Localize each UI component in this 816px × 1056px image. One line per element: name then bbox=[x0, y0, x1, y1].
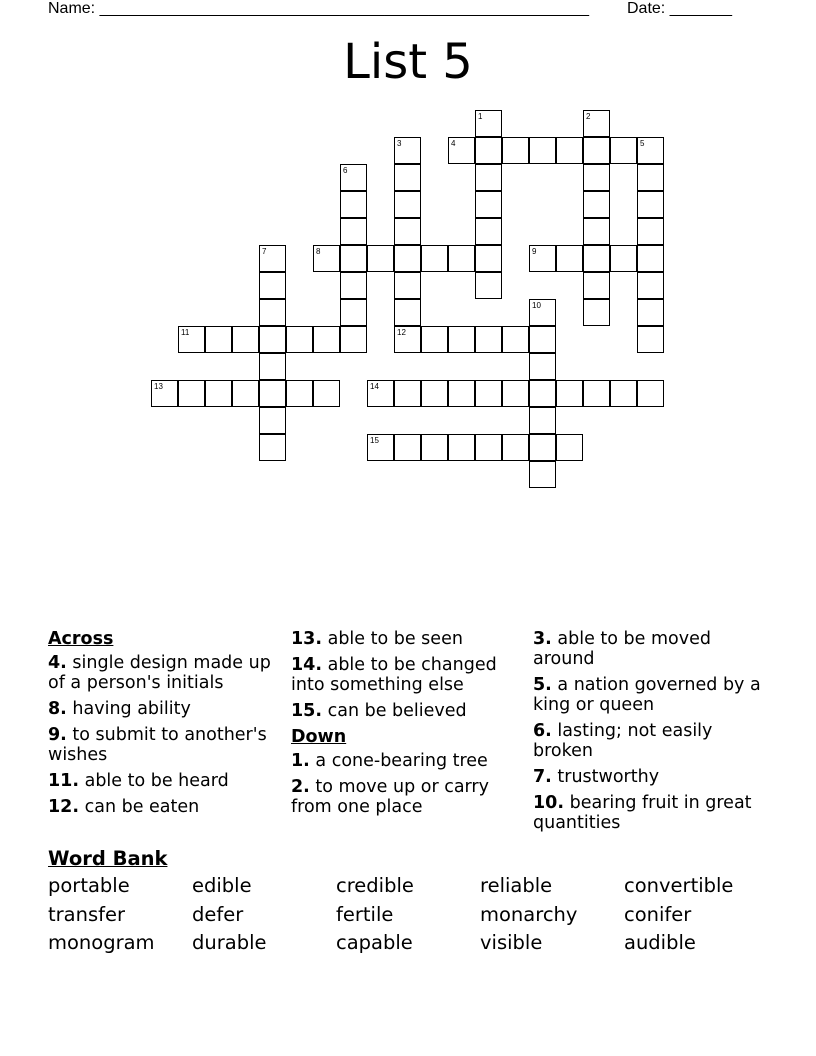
grid-cell[interactable] bbox=[448, 434, 475, 461]
grid-cell[interactable] bbox=[556, 434, 583, 461]
grid-cell[interactable] bbox=[367, 245, 394, 272]
cell-number: 9 bbox=[532, 247, 537, 256]
clue-across-14: 14. able to be changed into something else bbox=[291, 655, 497, 695]
grid-cell[interactable] bbox=[421, 245, 448, 272]
cell-number: 10 bbox=[532, 301, 541, 310]
grid-cell[interactable] bbox=[502, 434, 529, 461]
grid-cell[interactable] bbox=[529, 245, 556, 272]
clue-across-4: 4. single design made up of a person's initials bbox=[48, 653, 271, 693]
grid-cell[interactable] bbox=[529, 137, 556, 164]
grid-cell[interactable] bbox=[232, 326, 259, 353]
cell-number: 6 bbox=[343, 166, 348, 175]
cell-number: 11 bbox=[181, 328, 190, 337]
grid-cell[interactable] bbox=[394, 380, 421, 407]
grid-cell[interactable] bbox=[637, 218, 664, 245]
clue-down-6: 6. lasting; not easily broken bbox=[533, 721, 713, 761]
grid-cell[interactable] bbox=[259, 434, 286, 461]
grid-cell[interactable] bbox=[421, 434, 448, 461]
clue-across-11: 11. able to be heard bbox=[48, 771, 229, 791]
grid-cell[interactable] bbox=[232, 380, 259, 407]
grid-cell[interactable] bbox=[637, 326, 664, 353]
clue-down-1: 1. a cone-bearing tree bbox=[291, 751, 488, 771]
grid-cell[interactable] bbox=[475, 272, 502, 299]
grid-cell[interactable] bbox=[448, 380, 475, 407]
grid-cell[interactable] bbox=[583, 137, 610, 164]
clue-down-7: 7. trustworthy bbox=[533, 767, 660, 787]
grid-cell[interactable] bbox=[340, 191, 367, 218]
word-bank-item: monarchy bbox=[480, 902, 578, 926]
word-bank-item: durable bbox=[192, 931, 267, 954]
grid-cell[interactable] bbox=[475, 110, 502, 137]
grid-cell[interactable] bbox=[475, 245, 502, 272]
word-bank-item: defer bbox=[192, 902, 244, 926]
clue-across-13: 13. able to be seen bbox=[291, 629, 463, 649]
grid-cell[interactable] bbox=[394, 326, 421, 353]
grid-cell[interactable] bbox=[583, 218, 610, 245]
word-bank-item: fertile bbox=[336, 902, 394, 926]
grid-cell[interactable] bbox=[340, 272, 367, 299]
grid-cell[interactable] bbox=[259, 407, 286, 434]
cell-number: 13 bbox=[154, 382, 163, 391]
grid-cell[interactable] bbox=[637, 164, 664, 191]
grid-cell[interactable] bbox=[475, 218, 502, 245]
cell-number: 1 bbox=[478, 112, 483, 121]
grid-cell[interactable] bbox=[529, 353, 556, 380]
grid-cell[interactable] bbox=[394, 164, 421, 191]
clue-across-8: 8. having ability bbox=[48, 699, 191, 719]
grid-cell[interactable] bbox=[529, 434, 556, 461]
grid-cell[interactable] bbox=[259, 326, 286, 353]
grid-cell[interactable] bbox=[313, 380, 340, 407]
grid-cell[interactable] bbox=[259, 272, 286, 299]
grid-cell[interactable] bbox=[556, 137, 583, 164]
page-title: List 5 bbox=[343, 34, 473, 90]
word-bank-item: audible bbox=[624, 931, 696, 954]
grid-cell[interactable] bbox=[637, 380, 664, 407]
grid-cell[interactable] bbox=[502, 326, 529, 353]
word-bank-item: capable bbox=[336, 931, 413, 954]
grid-cell[interactable] bbox=[421, 380, 448, 407]
word-bank-item: transfer bbox=[48, 902, 126, 926]
grid-cell[interactable] bbox=[583, 164, 610, 191]
grid-cell[interactable] bbox=[529, 326, 556, 353]
grid-cell[interactable] bbox=[475, 380, 502, 407]
grid-cell[interactable] bbox=[448, 326, 475, 353]
grid-cell[interactable] bbox=[448, 245, 475, 272]
grid-cell[interactable] bbox=[394, 299, 421, 326]
grid-cell[interactable] bbox=[475, 434, 502, 461]
clue-across-15: 15. can be believed bbox=[291, 701, 467, 721]
grid-cell[interactable] bbox=[583, 191, 610, 218]
word-bank-heading: Word Bank bbox=[48, 847, 168, 870]
grid-cell[interactable] bbox=[637, 191, 664, 218]
grid-cell[interactable] bbox=[583, 380, 610, 407]
grid-cell[interactable] bbox=[583, 110, 610, 137]
grid-cell[interactable] bbox=[502, 380, 529, 407]
grid-cell[interactable] bbox=[583, 299, 610, 326]
grid-cell[interactable] bbox=[610, 380, 637, 407]
cell-number: 7 bbox=[262, 247, 267, 256]
grid-cell[interactable] bbox=[205, 326, 232, 353]
grid-cell[interactable] bbox=[448, 137, 475, 164]
word-bank-item: convertible bbox=[624, 874, 734, 897]
grid-cell[interactable] bbox=[610, 137, 637, 164]
clue-down-5: 5. a nation governed by a king or queen bbox=[533, 675, 761, 715]
grid-cell[interactable] bbox=[286, 326, 313, 353]
grid-cell[interactable] bbox=[259, 245, 286, 272]
date-field[interactable]: Date: _______ bbox=[627, 0, 732, 17]
clue-across-12: 12. can be eaten bbox=[48, 797, 200, 817]
word-bank-item: monogram bbox=[48, 931, 155, 954]
grid-cell[interactable] bbox=[583, 272, 610, 299]
clues-column-1 bbox=[48, 629, 283, 823]
word-bank bbox=[48, 846, 768, 958]
grid-cell[interactable] bbox=[394, 245, 421, 272]
cell-number: 4 bbox=[451, 139, 456, 148]
word-bank-item: portable bbox=[48, 874, 130, 897]
grid-cell[interactable] bbox=[502, 137, 529, 164]
grid-cell[interactable] bbox=[637, 299, 664, 326]
clue-across-9: 9. to submit to another's wishes bbox=[48, 725, 267, 765]
grid-cell[interactable] bbox=[610, 245, 637, 272]
word-bank-item: reliable bbox=[480, 874, 553, 897]
grid-cell[interactable] bbox=[394, 272, 421, 299]
grid-cell[interactable] bbox=[556, 245, 583, 272]
grid-cell[interactable] bbox=[637, 245, 664, 272]
grid-cell[interactable] bbox=[151, 380, 178, 407]
grid-cell[interactable] bbox=[178, 326, 205, 353]
cell-number: 15 bbox=[370, 436, 379, 445]
grid-cell[interactable] bbox=[583, 245, 610, 272]
grid-cell[interactable] bbox=[556, 380, 583, 407]
grid-cell[interactable] bbox=[340, 164, 367, 191]
grid-cell[interactable] bbox=[259, 380, 286, 407]
cell-number: 8 bbox=[316, 247, 321, 256]
grid-cell[interactable] bbox=[394, 191, 421, 218]
grid-cell[interactable] bbox=[637, 272, 664, 299]
clue-down-2: 2. to move up or carry from one place bbox=[291, 777, 489, 817]
grid-cell[interactable] bbox=[178, 380, 205, 407]
grid-cell[interactable] bbox=[394, 137, 421, 164]
cell-number: 3 bbox=[397, 139, 402, 148]
grid-cell[interactable] bbox=[475, 164, 502, 191]
grid-cell[interactable] bbox=[286, 380, 313, 407]
grid-cell[interactable] bbox=[421, 326, 448, 353]
grid-cell[interactable] bbox=[394, 434, 421, 461]
cell-number: 14 bbox=[370, 382, 379, 391]
grid-cell[interactable] bbox=[367, 380, 394, 407]
grid-cell[interactable] bbox=[529, 380, 556, 407]
clue-down-3: 3. able to be moved around bbox=[533, 629, 711, 669]
grid-cell[interactable] bbox=[340, 299, 367, 326]
grid-cell[interactable] bbox=[475, 191, 502, 218]
grid-cell[interactable] bbox=[367, 434, 394, 461]
word-bank-item: visible bbox=[480, 931, 543, 954]
grid-cell[interactable] bbox=[340, 245, 367, 272]
grid-cell[interactable] bbox=[340, 218, 367, 245]
grid-cell[interactable] bbox=[340, 326, 367, 353]
grid-cell[interactable] bbox=[313, 326, 340, 353]
across-heading: Across bbox=[48, 629, 114, 649]
down-heading: Down bbox=[291, 727, 347, 747]
name-field[interactable]: Name: _______________________________________________________ bbox=[48, 0, 589, 17]
grid-cell[interactable] bbox=[637, 137, 664, 164]
grid-cell[interactable] bbox=[529, 461, 556, 488]
grid-cell[interactable] bbox=[529, 299, 556, 326]
grid-cell[interactable] bbox=[394, 218, 421, 245]
grid-cell[interactable] bbox=[259, 353, 286, 380]
clues-column-2 bbox=[291, 629, 526, 823]
grid-cell[interactable] bbox=[259, 299, 286, 326]
cell-number: 12 bbox=[397, 328, 406, 337]
word-bank-item: edible bbox=[192, 874, 252, 897]
word-bank-list bbox=[48, 872, 768, 958]
grid-cell[interactable] bbox=[313, 245, 340, 272]
grid-cell[interactable] bbox=[475, 137, 502, 164]
crossword-grid bbox=[0, 0, 816, 520]
clues-column-3 bbox=[533, 629, 768, 839]
cell-number: 2 bbox=[586, 112, 591, 121]
clue-down-10: 10. bearing fruit in great quantities bbox=[533, 793, 752, 833]
word-bank-item: credible bbox=[336, 874, 414, 897]
grid-cell[interactable] bbox=[205, 380, 232, 407]
grid-cell[interactable] bbox=[529, 407, 556, 434]
cell-number: 5 bbox=[640, 139, 645, 148]
grid-cell[interactable] bbox=[475, 326, 502, 353]
word-bank-item: conifer bbox=[624, 902, 692, 926]
